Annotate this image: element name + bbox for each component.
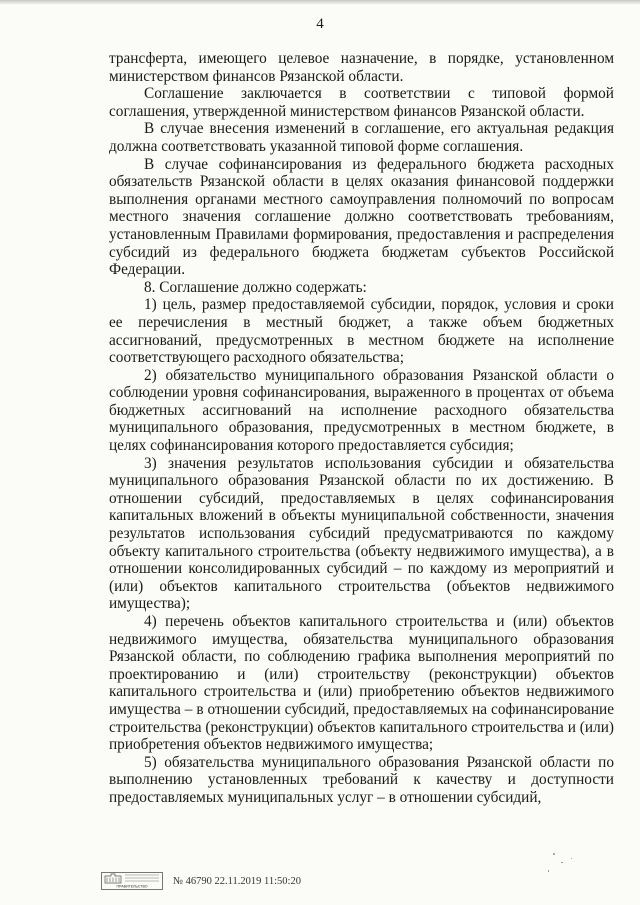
paragraph-3: В случае внесения изменений в соглашение, его актуальная редакция должна соответствовать указанной типовой форме соглашения. bbox=[109, 120, 614, 155]
paragraph-1: трансферта, имеющего целевое назначение, в порядке, установленном министерством финансов Рязанской области. bbox=[109, 50, 614, 85]
section-8-heading: 8. Соглашение должно содержать: bbox=[144, 278, 367, 296]
document-footer bbox=[101, 871, 301, 891]
scan-edge-shadow bbox=[0, 0, 640, 5]
scan-speck bbox=[571, 858, 572, 859]
page-number: 4 bbox=[316, 16, 324, 32]
document-reference: № 46790 22.11.2019 11:50:20 bbox=[173, 875, 301, 887]
paragraph-4: В случае софинансирования из федерального бюджета расходных обязательств Рязанской области в целях оказания финансовой поддержки выполнения органами местного самоуправления полномочий по вопросам местного значения соглашение должно соответствовать требованиям, установленным Правилами формирования, предоставления и распределения субсидий из федерального бюджета бюджетам субъектов Российской Федерации. bbox=[109, 155, 614, 279]
list-item-2: 2) обязательство муниципального образования Рязанской области о соблюдении уровня софинансирования, выраженного в процентах от объема бюджетных ассигнований на исполнение расходного обязательства муниципального образования, предусмотренных в местном бюджете, в целях софинансирования которого предоставляется субсидия; bbox=[109, 366, 614, 455]
list-item-3: 3) значения результатов использования субсидии и обязательства муниципального образования Рязанской области по их достижению. В отношении субсидий, предоставляемых в целях софинансирования капитальных вложений в объекты муниципальной собственности, значения результатов использования субсидий предусматриваются по каждому объекту капитального строительства (объекту недвижимого имущества), а в отношении консолидированных субсидий – по каждому из мероприятий и (или) объектов капитального строительства (объектов недвижимого имущества); bbox=[109, 454, 614, 613]
scan-speck bbox=[553, 853, 555, 855]
government-building-stamp-icon bbox=[101, 872, 163, 890]
scan-speck bbox=[561, 862, 563, 863]
list-item-4: 4) перечень объектов капитального строительства и (или) объектов недвижимого имущества, обязательства муниципального образования Рязанской области, по соблюдению графика выполнения мероприятий по проектированию и (или) строительству (реконструкции) объектов капитального строительства и (или) приобретению объектов недвижимого имущества – в отношении субсидий, предоставляемых на софинансирование строительства (реконструкции) объектов капитального строительства и (или) приобретения объектов недвижимого имущества; bbox=[109, 613, 614, 754]
document-body bbox=[109, 50, 614, 807]
list-item-5: 5) обязательства муниципального образования Рязанской области по выполнению установленных требований к качеству и доступности предоставляемых муниципальных услуг – в отношении субсидий, bbox=[109, 753, 614, 806]
paragraph-2: Соглашение заключается в соответствии с типовой формой соглашения, утвержденной министерством финансов Рязанской области. bbox=[109, 85, 614, 120]
stamp-text: ПРАВИТЕЛЬСТВО bbox=[116, 884, 148, 889]
scan-speck bbox=[548, 870, 549, 872]
list-item-1: 1) цель, размер предоставляемой субсидии, порядок, условия и сроки ее перечисления в местный бюджет, а также объем бюджетных ассигнований, предусмотренных в местном бюджете на исполнение соответствующего расходного обязательства; bbox=[109, 296, 614, 367]
